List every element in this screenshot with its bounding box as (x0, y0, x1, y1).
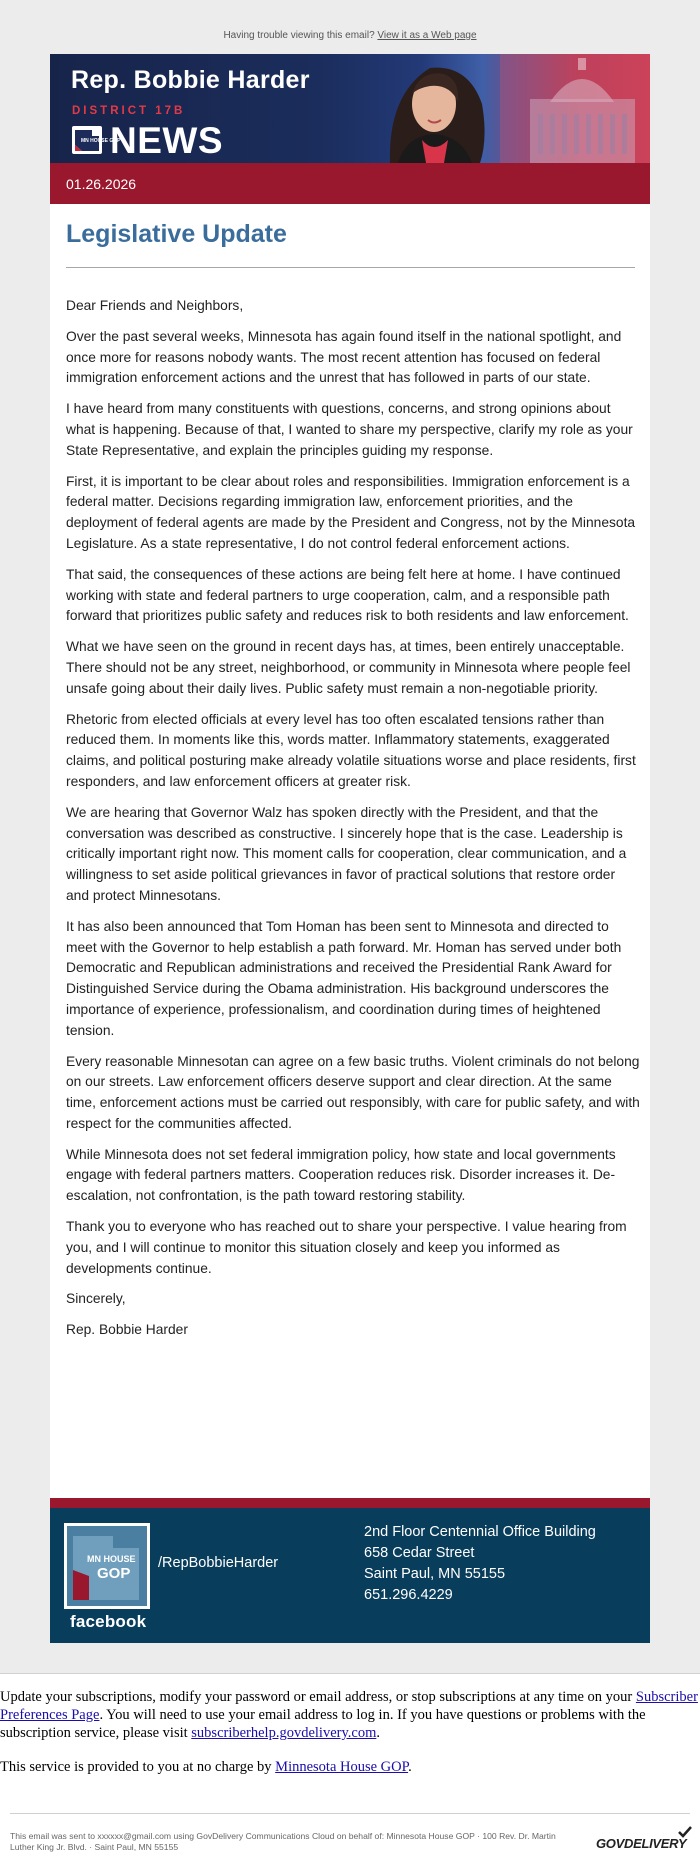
subscription-paragraph (0, 1688, 700, 1742)
service-paragraph (0, 1758, 700, 1776)
paragraph: It has also been announced that Tom Homan has been sent to Minnesota and directed to meet with the Governor to help establish a path forward. Mr. Homan has served under both Democratic and Republican administrations and received the Presidential Rank Award for Distinguished Service during the Obama administration. His background underscores the importance of experience, professionalism, and coordination during times of heightened tension. (66, 918, 622, 1038)
subscriber-help-link[interactable]: subscriberhelp.govdelivery.com (191, 1725, 377, 1741)
legal-text: This email was sent to xxxxxx@gmail.com using GovDelivery Communications Cloud on behalf of: Minnesota House GOP · 100 Rev. Dr. Martin Luther King Jr. Blvd. · Saint Paul, MN 55155 (10, 1831, 556, 1852)
paragraph: While Minnesota does not set federal immigration policy, how state and local governments engage with federal partners matters. Cooperation reduces risk. Disorder increases it. De-escalation, not confrontation, is the path toward restoring stability. (66, 1146, 616, 1204)
subscriber-preferences-link[interactable]: Subscriber Preferences Page (0, 1689, 698, 1723)
news-title: NEWS (110, 120, 223, 161)
issue-date: 01.26.2026 (66, 176, 137, 192)
mn-house-gop-logo (72, 126, 121, 154)
paragraph: Rhetoric from elected officials at every level has too often escalated tensions rather than reduced them. In moments like this, words matter. Inflammatory statements, exaggerated claims, and political posturing make already volatile situations worse and place residents, first responders, and law enforcement officers at greater risk. (66, 711, 636, 789)
article-headline: Legislative Update (66, 220, 287, 248)
view-web-page-link[interactable]: View it as a Web page (377, 30, 477, 41)
address-line: 2nd Floor Centennial Office Building (364, 1524, 596, 1540)
signature-name: Rep. Bobbie Harder (66, 1322, 188, 1338)
greeting: Dear Friends and Neighbors, (66, 298, 244, 313)
logo-lettering: MN HOUSE GOP (81, 138, 121, 144)
service-text: This service is provided to you at no charge by (0, 1759, 276, 1775)
phone-number: 651.296.4229 (364, 1587, 453, 1603)
preheader-text: Having trouble viewing this email? (223, 30, 375, 41)
govdelivery-check-icon (678, 1826, 692, 1838)
service-text: . (408, 1759, 412, 1775)
office-address (364, 1522, 596, 1606)
preheader (0, 30, 700, 41)
sign-off: Sincerely, (66, 1291, 126, 1307)
paragraph: What we have seen on the ground in recent days has, at times, been entirely unacceptable. There should not be any street, neighborhood, or community in Minnesota where people feel unsafe going about their daily lives. Public safety must remain a non-negotiable priority. (66, 639, 631, 696)
subscription-text: . (376, 1725, 380, 1741)
logo-mn-house: MN HOUSE (87, 1554, 136, 1564)
minnesota-house-gop-link[interactable]: Minnesota House GOP (275, 1759, 409, 1775)
subscription-text: Update your subscriptions, modify your password or email address, or stop subscriptions at any time on your (0, 1689, 636, 1705)
facebook-wordmark[interactable]: facebook (70, 1612, 147, 1631)
paragraph: First, it is important to be clear about roles and responsibilities. Immigration enforcement is a federal matter. Decisions regarding immigration law, enforcement priorities, and the deployment of federal agents are made by the President and Congress, not by the Minnesota Legislature. As a state representative, I do not control federal enforcement actions. (66, 473, 636, 551)
header-banner (50, 54, 650, 163)
representative-name: Rep. Bobbie Harder (71, 66, 310, 94)
paragraph: Thank you to everyone who has reached out to share your perspective. I value hearing from you, and I will continue to monitor this situation closely and keep you informed as developments continue. (66, 1219, 627, 1276)
paragraph: That said, the consequences of these actions are being felt here at home. I have continued working with state and federal partners to urge cooperation, calm, and a responsible path forward that prioritizes public safety and reduces risk to both residents and law enforcement. (66, 566, 629, 624)
paragraph: Every reasonable Minnesotan can agree on a few basic truths. Violent criminals do not belong on our streets. Law enforcement officers deserve support and clear direction. At the same time, enforcement actions must be carried out responsibly, with care for public safety, and with respect for the communities affected. (66, 1053, 640, 1131)
paragraph: We are hearing that Governor Walz has spoken directly with the President, and that the conversation was described as constructive. I sincerely hope that is the case. Leadership is critically important right now. This moment calls for cooperation, clear communication, and a willingness to set aside political grievances in favor of practical solutions that restore order and protect Minnesotans. (66, 804, 627, 903)
footer-bar (50, 1498, 650, 1643)
article-body (66, 296, 641, 1351)
paragraph: I have heard from many constituents with questions, concerns, and strong opinions about what is happening. Because of that, I wanted to share my perspective, clarify my role as your State Representative, and explain the principles guiding my response. (66, 401, 633, 458)
footer-accent-line (50, 1498, 650, 1508)
article-content (50, 204, 650, 1498)
subscription-notice (0, 1688, 700, 1792)
capitol-image (500, 54, 650, 163)
address-line: 658 Cedar Street (364, 1545, 475, 1561)
address-line: Saint Paul, MN 55155 (364, 1566, 506, 1582)
govdelivery-logo[interactable]: GOVDELIVERY (596, 1836, 687, 1851)
legal-divider (10, 1813, 690, 1814)
paragraph: Over the past several weeks, Minnesota has again found itself in the national spotlight, and once more for reasons nobody wants. The most recent attention has focused on federal immigration enforcement actions and the unrest that has followed in parts of our state. (66, 328, 622, 386)
district-label: DISTRICT 17B (72, 105, 186, 117)
facebook-handle[interactable]: /RepBobbieHarder (158, 1555, 279, 1571)
subscription-divider (0, 1673, 700, 1674)
logo-gop: GOP (97, 1565, 131, 1582)
representative-portrait (370, 54, 500, 163)
date-bar (50, 163, 650, 204)
headline-divider (66, 267, 635, 268)
facebook-logo-card[interactable] (64, 1523, 150, 1609)
subscription-text: . You will need to use your email address to log in. If you have questions or problems with the subscription service, please visit (0, 1707, 646, 1741)
